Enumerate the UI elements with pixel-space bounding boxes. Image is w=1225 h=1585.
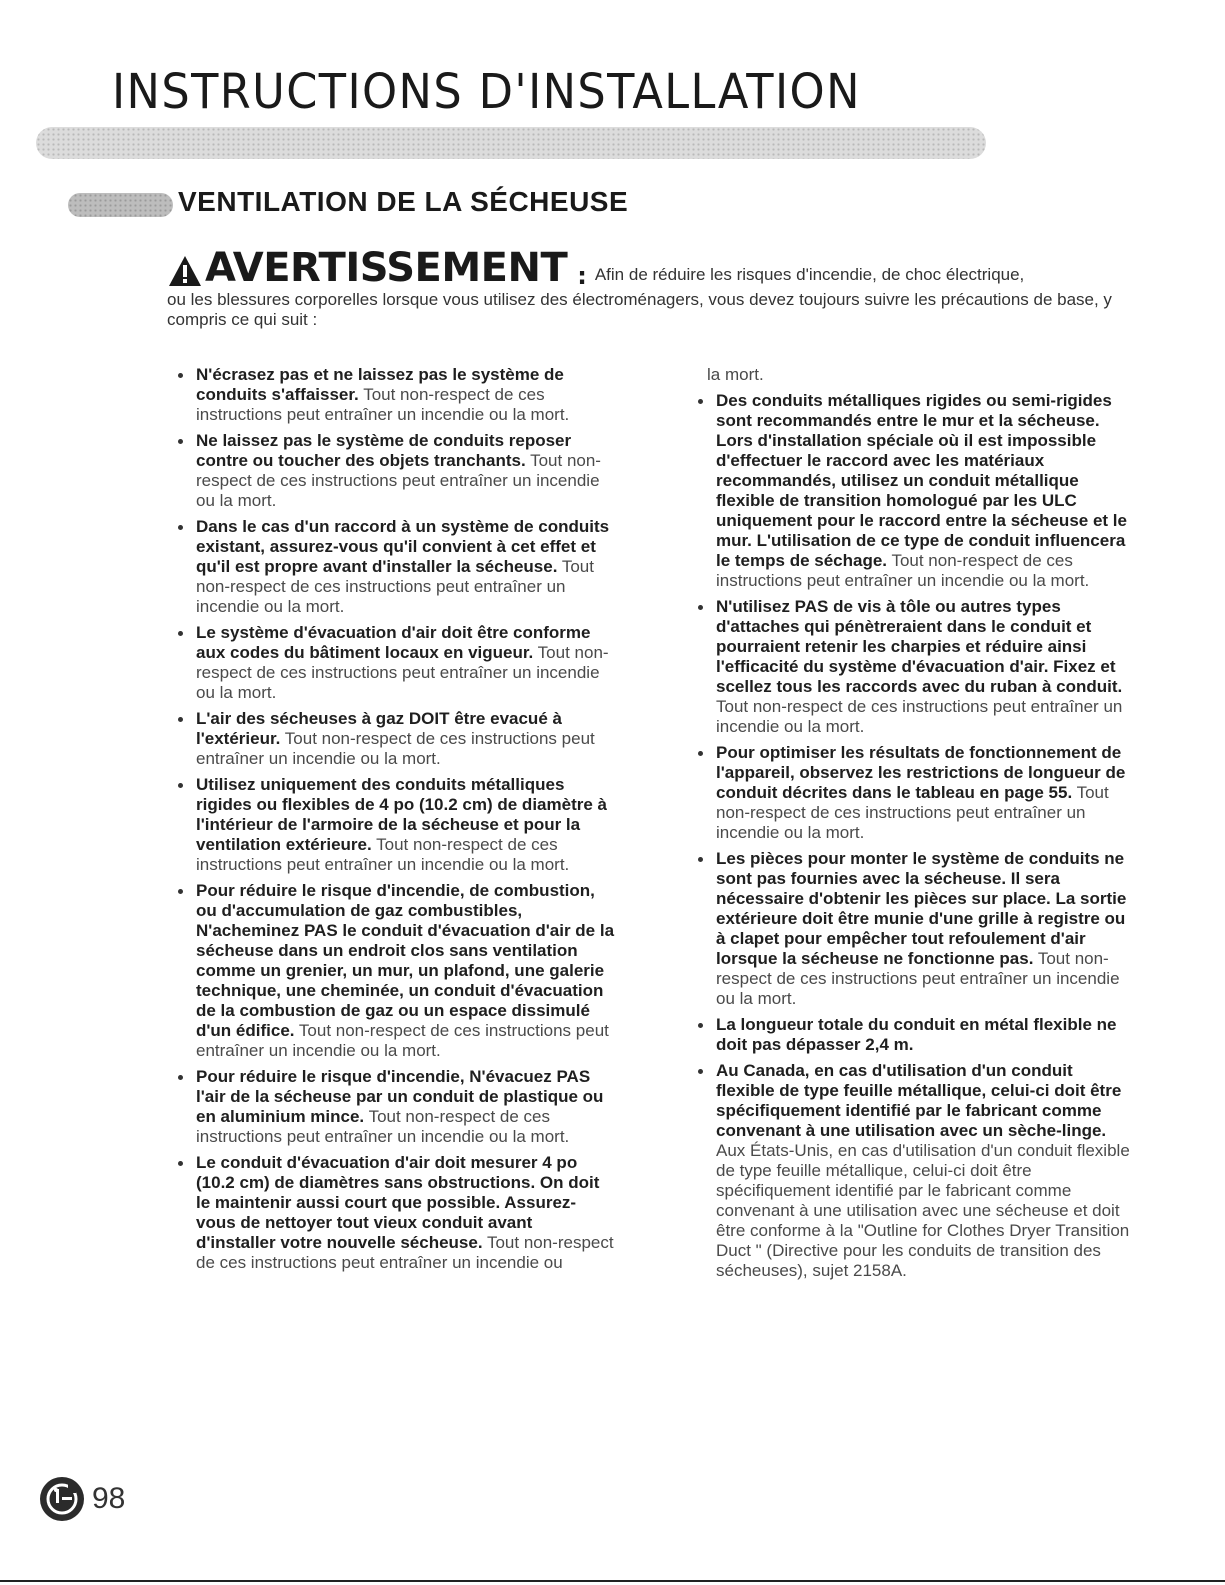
- right-column: [695, 365, 1135, 1287]
- list-item: Le système d'évacuation d'air doit être conforme aux codes du bâtiment locaux en vigueur. Tout non-respect de ces instructions peut entraîner un incendie ou la mort.: [175, 623, 615, 703]
- list-item: N'utilisez PAS de vis à tôle ou autres types d'attaches qui pénètreraient dans le conduit et pourraient retenir les charpies et réduire ainsi l'efficacité du système d'évacuation d'air. Fixez et scellez tous les raccords avec du ruban à conduit. Tout non-respect de ces instructions peut entraîner un incendie ou la mort.: [695, 597, 1135, 737]
- warning-triangle-icon: [167, 254, 203, 288]
- title-decorative-bar: [36, 127, 986, 159]
- list-item: Pour réduire le risque d'incendie, N'évacuez PAS l'air de la sécheuse par un conduit de plastique ou en aluminium mince. Tout non-respect de ces instructions peut entraîner un incendie ou la mort.: [175, 1067, 615, 1147]
- list-item: Dans le cas d'un raccord à un système de conduits existant, assurez-vous qu'il convient à cet effet et qu'il est propre avant d'installer la sécheuse. Tout non-respect de ces instructions peut entraîner un incendie ou la mort.: [175, 517, 615, 617]
- list-item: La longueur totale du conduit en métal flexible ne doit pas dépasser 2,4 m.: [695, 1015, 1135, 1055]
- warning-intro: Afin de réduire les risques d'incendie, de choc électrique,: [594, 265, 1025, 284]
- warning-label-text: AVERTISSEMENT: [205, 245, 568, 291]
- list-item: Pour optimiser les résultats de fonctionnement de l'appareil, observez les restrictions de longueur de conduit décrites dans le tableau en page 55. Tout non-respect de ces instructions peut entraîner un incendie ou la mort.: [695, 743, 1135, 843]
- page-number: 98: [92, 1482, 126, 1515]
- list-item: Utilisez uniquement des conduits métalliques rigides ou flexibles de 4 po (10.2 cm) de diamètre à l'intérieur de l'armoire de la sécheuse et pour la ventilation extérieure. Tout non-respect de ces instructions peut entraîner un incendie ou la mort.: [175, 775, 615, 875]
- warning-separator: :: [577, 262, 587, 290]
- lg-logo-icon: [38, 1475, 86, 1523]
- warning-label: [167, 245, 568, 291]
- list-item: Les pièces pour monter le système de conduits ne sont pas fournies avec la sécheuse. Il sera nécessaire d'obtenir les pièces sur place. La sortie extérieure doit être munie d'une grille à registre ou à clapet pour empêcher tout refoulement d'air lorsque la sécheuse ne fonctionne pas. Tout non-respect de ces instructions peut entraîner un incendie ou la mort.: [695, 849, 1135, 1009]
- section-title: VENTILATION DE LA SÉCHEUSE: [178, 186, 629, 217]
- list-item: L'air des sécheuses à gaz DOIT être evacué à l'extérieur. Tout non-respect de ces instructions peut entraîner un incendie ou la mort.: [175, 709, 615, 769]
- bottom-rule: [0, 1580, 1225, 1582]
- page-footer: [38, 1475, 125, 1523]
- warning-text: ou les blessures corporelles lorsque vous utilisez des électroménagers, vous devez toujours suivre les précautions de base, y compris ce qui suit :: [167, 290, 1112, 329]
- list-item: Le conduit d'évacuation d'air doit mesurer 4 po (10.2 cm) de diamètres sans obstructions. On doit le maintenir aussi court que possible. Assurez-vous de nettoyer tout vieux conduit avant d'installer votre nouvelle sécheuse. Tout non-respect de ces instructions peut entraîner un incendie ou: [175, 1153, 615, 1273]
- page-title: INSTRUCTIONS D'INSTALLATION: [112, 64, 861, 120]
- list-item-continuation: la mort.: [707, 365, 764, 384]
- warning-block: [167, 245, 1127, 330]
- list-item: Des conduits métalliques rigides ou semi-rigides sont recommandés entre le mur et la sécheuse. Lors d'installation spéciale où il est impossible d'effectuer le raccord avec les matériaux recommandés, utilisez un conduit métallique flexible de transition homologué par les ULC uniquement pour le raccord entre la sécheuse et le mur. L'utilisation de ce type de conduit influencera le temps de séchage. Tout non-respect de ces instructions peut entraîner un incendie ou la mort.: [695, 391, 1135, 591]
- section-decorative-pill: [68, 193, 173, 217]
- list-item: N'écrasez pas et ne laissez pas le système de conduits s'affaisser. Tout non-respect de ces instructions peut entraîner un incendie ou la mort.: [175, 365, 615, 425]
- list-item: Pour réduire le risque d'incendie, de combustion, ou d'accumulation de gaz combustibles, N'acheminez PAS le conduit d'évacuation d'air de la sécheuse dans un endroit clos sans ventilation comme un grenier, un mur, un plafond, une galerie technique, une cheminée, un conduit d'évacuation de la combustion de gaz ou un espace dissimulé d'un édifice. Tout non-respect de ces instructions peut entraîner un incendie ou la mort.: [175, 881, 615, 1061]
- list-item: Au Canada, en cas d'utilisation d'un conduit flexible de type feuille métallique, celui-ci doit être spécifiquement identifié par le fabricant comme convenant à une utilisation avec un sèche-linge. Aux États-Unis, en cas d'utilisation d'un conduit flexible de type feuille métallique, celui-ci doit être spécifiquement identifié par le fabricant comme convenant à une utilisation avec une sécheuse et doit être conforme à la "Outline for Clothes Dryer Transition Duct " (Directive pour les conduits de transition des sécheuses), sujet 2158A.: [695, 1061, 1135, 1281]
- list-item: Ne laissez pas le système de conduits reposer contre ou toucher des objets tranchants. Tout non-respect de ces instructions peut entraîner un incendie ou la mort.: [175, 431, 615, 511]
- left-column: [175, 365, 615, 1279]
